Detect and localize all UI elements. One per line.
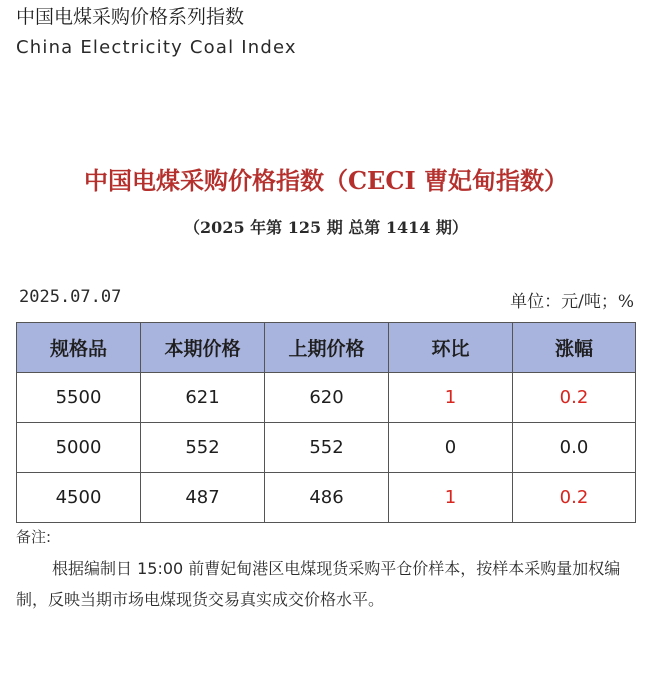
table-header-row (17, 323, 636, 373)
cell-current-price: 552 (141, 423, 265, 473)
series-title-en: China Electricity Coal Index (16, 37, 297, 58)
cell-pct-change: 0.0 (513, 423, 636, 473)
cell-previous-price: 620 (265, 373, 389, 423)
index-title: 中国电煤采购价格指数（CECI 曹妃甸指数） (83, 166, 569, 195)
header-pct-change: 涨幅 (513, 323, 636, 373)
cell-current-price: 621 (141, 373, 265, 423)
header-current-price: 本期价格 (141, 323, 265, 373)
cell-change: 1 (389, 373, 513, 423)
price-index-table (16, 322, 636, 523)
report-date: 2025.07.07 (19, 287, 122, 307)
unit-label: 单位：元/吨；% (510, 292, 634, 312)
table-row (17, 473, 636, 523)
table-row (17, 373, 636, 423)
cell-current-price: 487 (141, 473, 265, 523)
header-previous-price: 上期价格 (265, 323, 389, 373)
issue-subtitle: （2025 年第 125 期 总第 1414 期） (184, 218, 468, 237)
cell-change: 1 (389, 473, 513, 523)
cell-spec: 5500 (17, 373, 141, 423)
notes-text: 根据编制日 15:00 前曹妃甸港区电煤现货采购平仓价样本，按样本采购量加权编制，反映当期市场电煤现货交易真实成交价格水平。 (16, 559, 621, 609)
header-spec: 规格品 (17, 323, 141, 373)
cell-previous-price: 486 (265, 473, 389, 523)
table-row (17, 423, 636, 473)
series-title-cn: 中国电煤采购价格系列指数 (16, 6, 245, 28)
cell-change: 0 (389, 423, 513, 473)
cell-pct-change: 0.2 (513, 373, 636, 423)
cell-previous-price: 552 (265, 423, 389, 473)
cell-spec: 4500 (17, 473, 141, 523)
header-change: 环比 (389, 323, 513, 373)
notes-label: 备注: (16, 528, 52, 546)
cell-spec: 5000 (17, 423, 141, 473)
cell-pct-change: 0.2 (513, 473, 636, 523)
